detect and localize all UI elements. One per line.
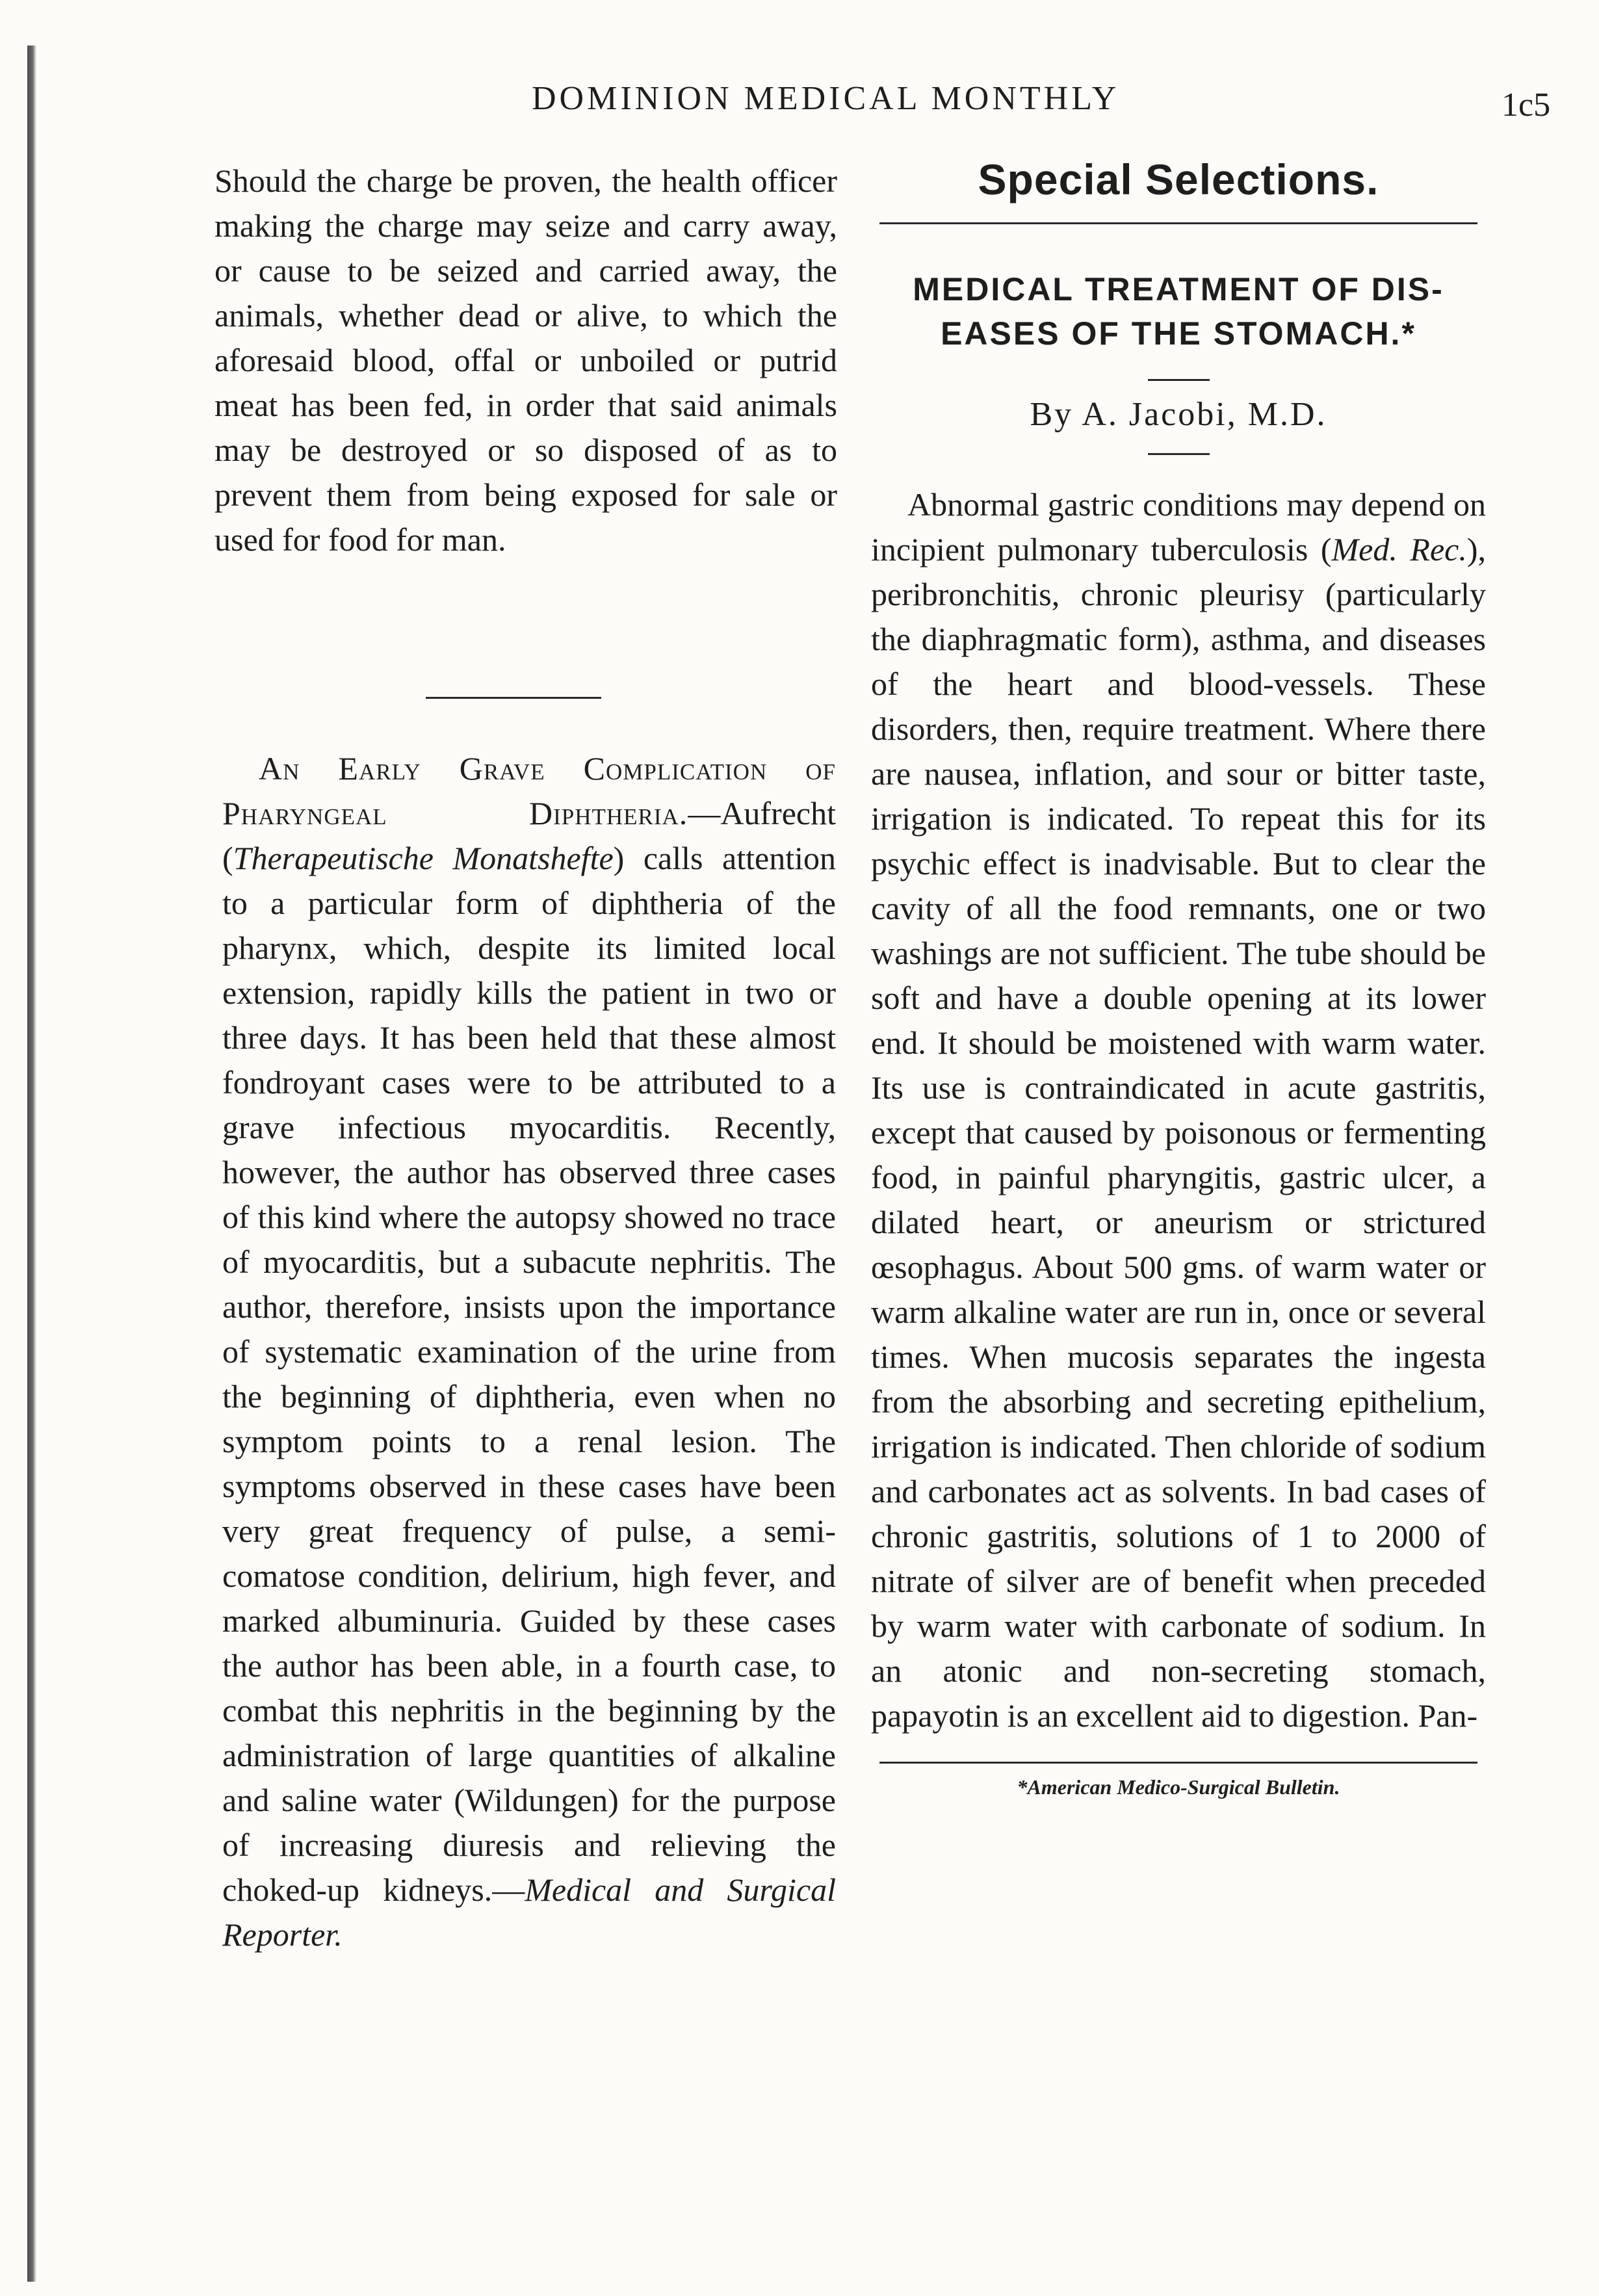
- article-title-line-1: MEDICAL TREATMENT OF DIS-: [913, 271, 1444, 307]
- stomach-article-body: [871, 482, 1486, 1738]
- continuation-paragraph: Should the charge be proven, the health officer making the charge may seize and carry away, or cause to be seized and carried away, the animals, whether dead or alive, to which the aforesaid blood, offal or unboiled or putrid meat has been fed, in order that said animals may be destroyed or so disposed of as to prevent them from being exposed for sale or used for food for man.: [214, 163, 837, 558]
- footnote: *American Medico-Surgical Bulletin.: [1017, 1775, 1340, 1799]
- section-title: Special Selections.: [978, 155, 1379, 203]
- page-number: 1c5: [1502, 86, 1551, 124]
- diphtheria-article-title: An Early Grave Complication of Pharyngeal Diphtheria.: [222, 750, 836, 831]
- byline-body-rule: [1148, 453, 1210, 455]
- article-title-line-2: EASES OF THE STOMACH.*: [941, 315, 1416, 352]
- journal-open: (: [222, 840, 233, 876]
- author-name: Aufrecht: [720, 795, 836, 831]
- journal-close: ): [613, 840, 644, 876]
- journal-name: Therapeutische Monatshefte: [233, 840, 614, 876]
- right-column: [871, 155, 1486, 1799]
- body-pre: Abnormal gastric conditions may depend on incipient pulmonary tuberculosis (: [871, 486, 1486, 567]
- diphtheria-body: calls attention to a particular form of diphtheria of the pharynx, which, despite its limited local extension, rapidly kills the patient in two or three days. It has been held that these almost fondroyant cases were to be attributed to a grave infectious myocarditis. Recently, however, the author has observed three cases of this kind where the autopsy showed no trace of myocarditis, but a subacute nephritis. The author, therefore, insists upon the importance of systematic examination of the urine from the beginning of diphtheria, even when no symptom points to a renal lesion. The symptoms observed in these cases have been very great frequency of pulse, a semi-comatose condition, delirium, high fever, and marked albuminuria. Guided by these cases the author has been able, in a fourth case, to combat this nephritis in the beginning by the administration of large quantities of alkaline and saline water (Wildungen) for the purpose of increasing diuresis and relieving the choked-up kidneys.: [222, 840, 836, 1908]
- body-post: ), peribronchitis, chronic pleurisy (particularly the diaphragmatic form), asthma, and diseases of the heart and blood-vessels. These disorders, then, require treatment. Where there are nausea, inflation, and sour or bitter taste, irrigation is indicated. To repeat this for its psychic effect is inadvisable. But to clear the cavity of all the food remnants, one or two washings are not sufficient. The tube should be soft and have a double opening at its lower end. It should be moistened with warm water. Its use is contraindicated in acute gastritis, except that caused by poisonous or fermenting food, in painful pharyngitis, gastric ulcer, a dilated heart, or aneurism or strictured œsophagus. About 500 gms. of warm water or warm alkaline water are run in, once or several times. When mucosis separates the ingesta from the absorbing and secreting epithelium, irrigation is indicated. Then chloride of sodium and carbonates act as solvents. In bad cases of chronic gastritis, solutions of 1 to 2000 of nitrate of silver are of benefit when preceded by warm water with carbonate of sodium. In an atonic and non-secreting stomach, papayotin is an excellent aid to digestion. Pan-: [871, 531, 1486, 1734]
- diphtheria-paragraph: [222, 746, 836, 1957]
- source-citation: Medical and Surgical Reporter.: [222, 1872, 836, 1953]
- title-byline-rule: [1148, 379, 1210, 381]
- running-head: DOMINION MEDICAL MONTHLY: [532, 80, 1120, 117]
- byline: By A. Jacobi, M.D.: [1030, 396, 1327, 433]
- page-binding-edge: [27, 46, 36, 2282]
- article-separator-rule: [426, 697, 601, 699]
- section-title-rule: [879, 222, 1477, 224]
- diphtheria-article: [222, 746, 836, 1957]
- body-citation: Med. Rec.: [1331, 531, 1467, 567]
- footnote-rule: [879, 1762, 1477, 1764]
- left-column-continuation: [214, 159, 837, 562]
- source-dash: —: [492, 1872, 525, 1908]
- title-dash: —: [688, 795, 721, 831]
